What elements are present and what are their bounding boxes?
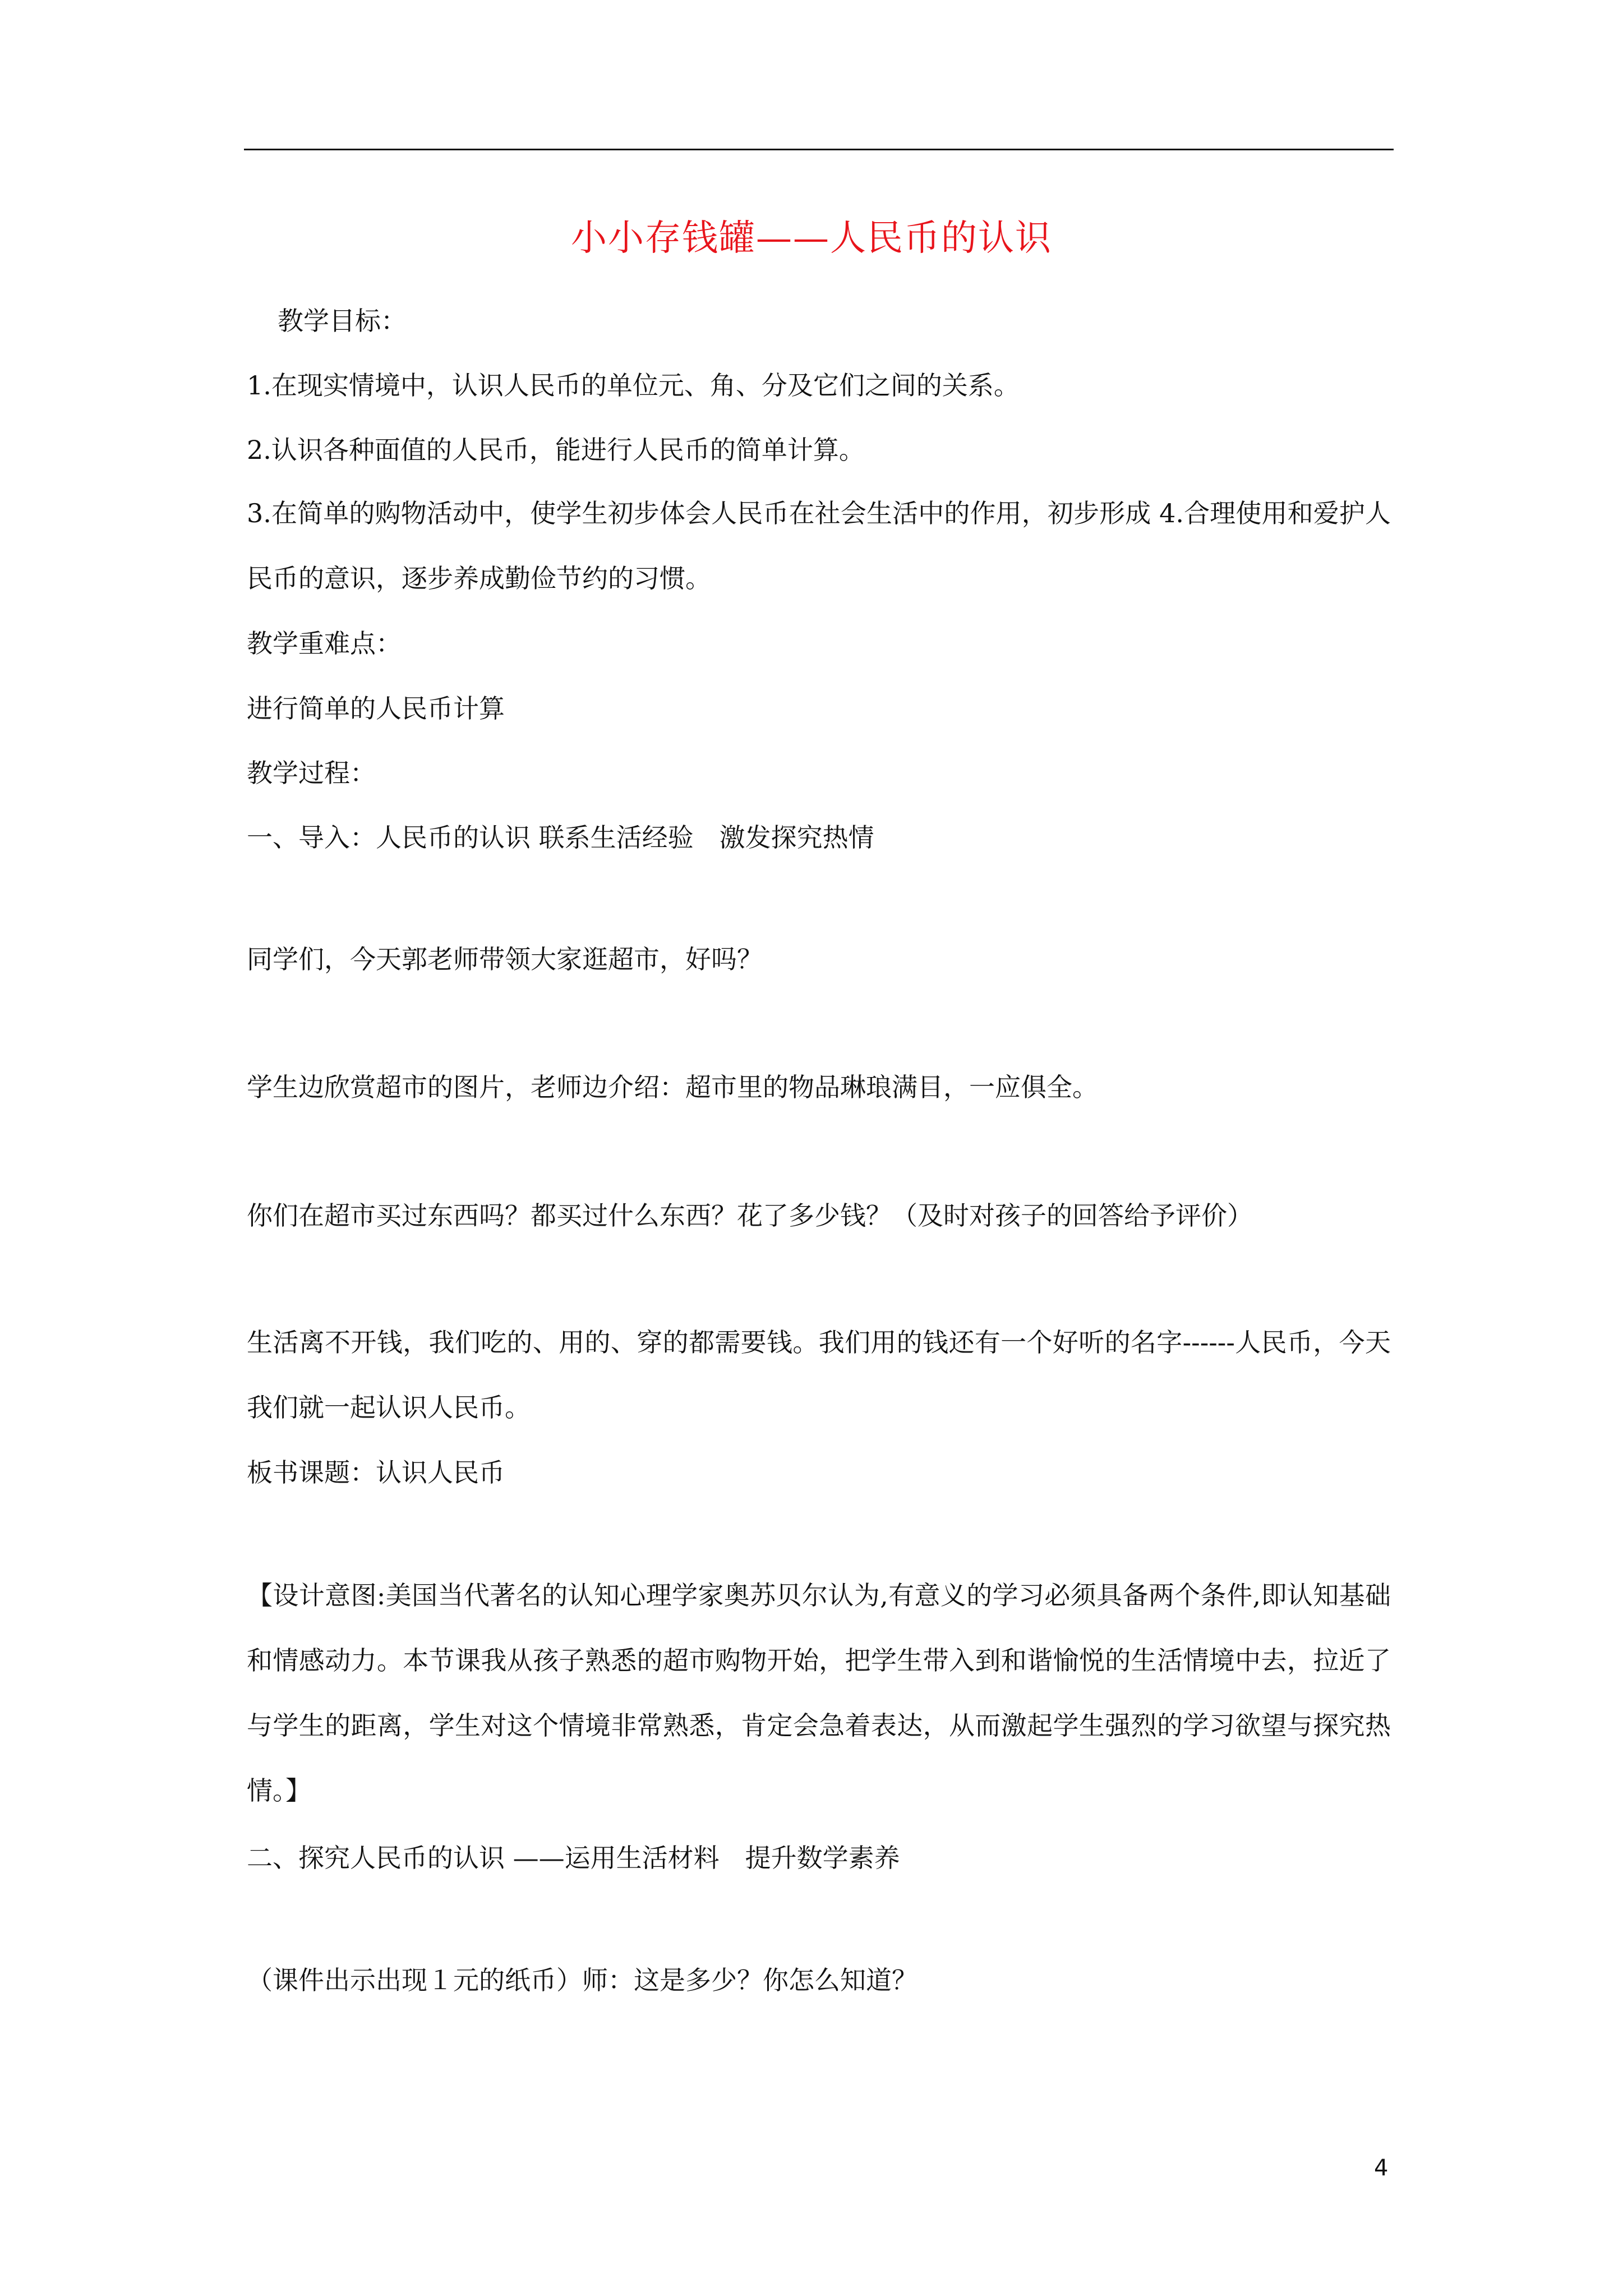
objective-2: 2.认识各种面值的人民币，能进行人民币的简单计算。	[247, 435, 865, 465]
objective-1: 1.在现实情境中，认识人民币的单位元、角、分及它们之间的关系。	[247, 370, 1020, 401]
key-points: 进行简单的人民币计算	[247, 693, 505, 724]
header-rule	[244, 149, 1394, 150]
paragraph: （课件出示出现１元的纸币）师：这是多少？你怎么知道？	[247, 1965, 917, 1995]
board-title: 板书课题：认识人民币	[247, 1457, 505, 1488]
paragraph: 学生边欣赏超市的图片，老师边介绍：超市里的物品琳琅满目，一应俱全。	[247, 1072, 1098, 1102]
paragraph: 生活离不开钱，我们吃的、用的、穿的都需要钱。我们用的钱还有一个好听的名字------人民币，今天我们就一起认识人民币。	[247, 1327, 1391, 1423]
section-1-heading: 一、导入：人民币的认识 联系生活经验 激发探究热情	[247, 822, 874, 853]
page-number: 4	[1374, 2155, 1389, 2181]
objective-3: 3.在简单的购物活动中，使学生初步体会人民币在社会生活中的作用，初步形成 4.合理使用和爱护人民币的意识，逐步养成勤俭节约的习惯。	[247, 498, 1391, 593]
paragraph: 你们在超市买过东西吗？都买过什么东西？花了多少钱？（及时对孩子的回答给予评价）	[247, 1200, 1253, 1231]
section-2-heading: 二、探究人民币的认识 ——运用生活材料 提升数学素养	[247, 1843, 900, 1873]
key-points-heading: 教学重难点：	[247, 628, 402, 659]
process-heading: 教学过程：	[247, 758, 376, 788]
design-intent-note: 【设计意图:美国当代著名的认知心理学家奥苏贝尔认为,有意义的学习必须具备两个条件,即认知基础和情感动力。本节课我从孩子熟悉的超市购物开始，把学生带入到和谐愉悦的生活情境中去，拉近了与学生的距离，学生对这个情境非常熟悉，肯定会急着表达，从而激起学生强烈的学习欲望与探究热情。】	[247, 1580, 1391, 1806]
paragraph: 同学们，今天郭老师带领大家逛超市，好吗？	[247, 944, 763, 974]
objectives-heading: 教学目标：	[278, 306, 407, 336]
document-title: 小小存钱罐——人民币的认识	[571, 218, 1052, 259]
